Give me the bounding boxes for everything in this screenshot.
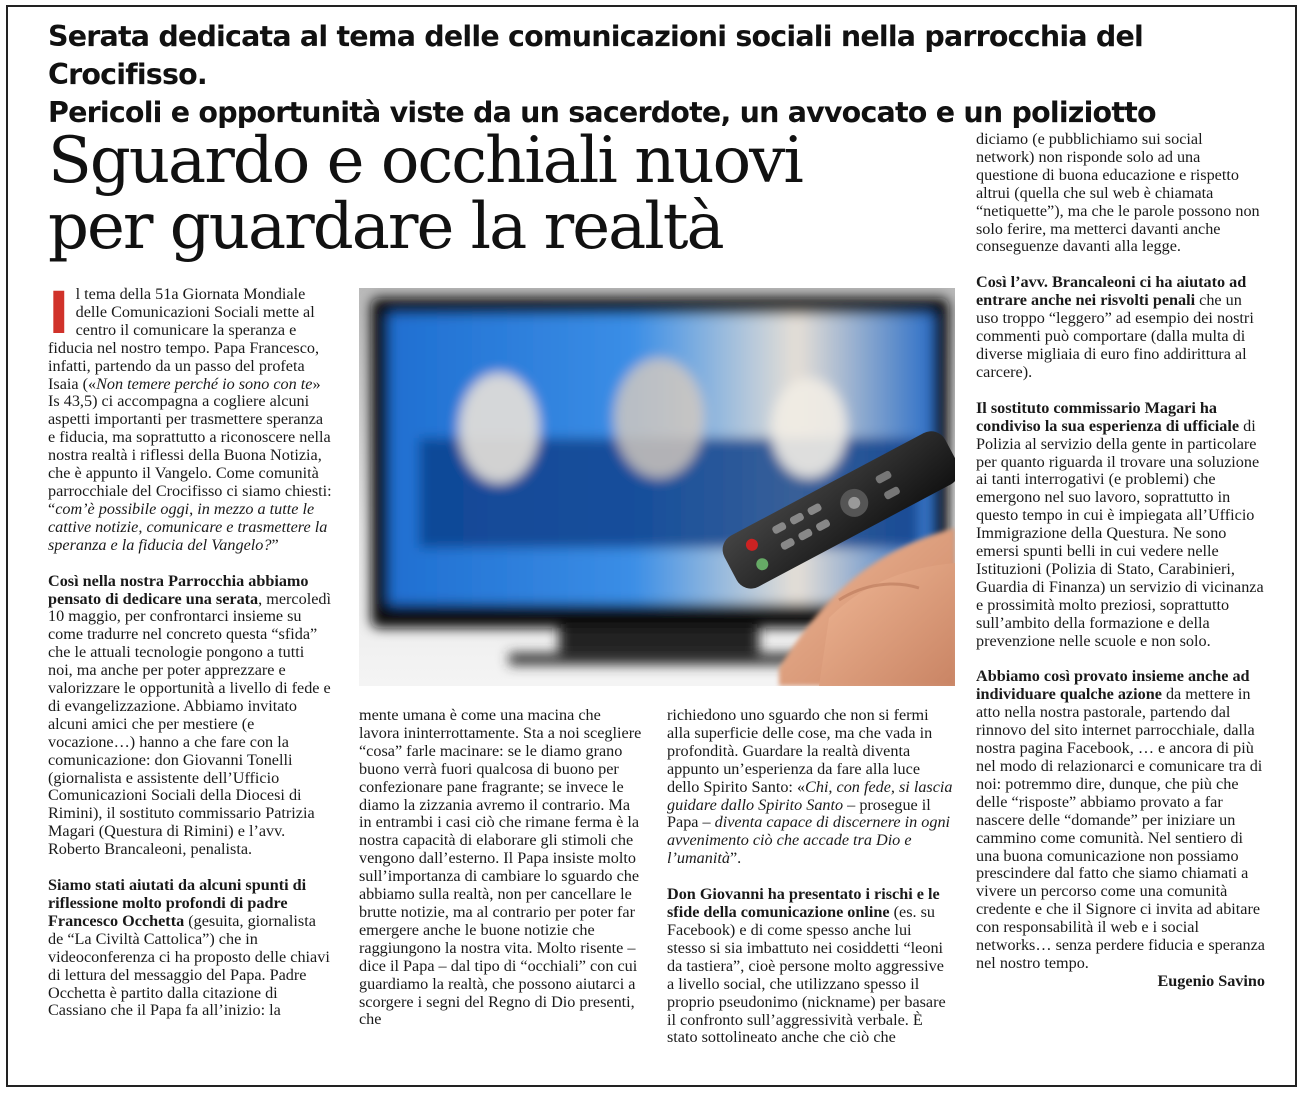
column-3 (667, 707, 953, 1065)
paragraph-magari: Il sostituto commissario Magari ha condiviso la sua esperienza di ufficiale di Polizia al servizio della gente in particolare per quanto riguarda il trovare una soluzione ai tanti interrogativi (e problemi) che emergono nel suo lavoro, soprattutto in questo tempo in cui è impiegata all’Ufficio Immigrazione della Questura. Ne sono emersi spunti belli in cui vedere nelle Istituzioni (Polizia di Stato, Carabinieri, Guardia di Finanza) un servizio di vicinanza e prossimità molto preziosi, soprattutto sull’ambito della formazione e della prevenzione nelle scuole e non solo. (976, 398, 1264, 650)
column-4 (976, 131, 1265, 1009)
isaiah-quote: Non temere perché io sono con te (96, 374, 313, 393)
author-signature: Eugenio Savino (1157, 971, 1265, 990)
column-2 (359, 707, 642, 1047)
tv-remote-photo (359, 288, 955, 686)
pope-quote-1: Chi, con fede, si lascia guidare dallo Spirito Santo (667, 777, 953, 814)
paragraph-actions: Abbiamo così provato insieme anche ad individuare qualche azione da mettere in atto nella nostra pastorale, partendo dal rinnovo del sito internet parrocchiale, dalla nostra pagina Facebook, … e ancora di più nel modo di relazionarci e comunicare tra di noi: potremmo dire, dunque, che più che delle “risposte” abbiamo provato a far nascere delle “domande” per iniziare un cammino come comunità. Nel sentiero di una buona comunicazione non possiamo prescindere dal fatto che siamo chiamati a vivere un percorso come una comunità credente e che il Signore ci invita ad abitare con responsabilità il web e i social networks… senza perdere fiducia e speranza nel nostro tempo. (976, 667, 1265, 972)
paragraph-mind-mill: mente umana è come una macina che lavora ininterrottamente. Sta a noi scegliere “cosa” farle macinare: se le diamo grano buono verrà fuori qualcosa di buono per confezionare pane fragrante; se invece le diamo la zizzania avremo il contrario. Ma in entrambi i casi ciò che rimane ferma è la nostra capacità di elaborare gli stimoli che vengono dall’esterno. Il Papa insiste molto sull’importanza di cambiare lo sguardo che abbiamo sulla realtà, non per cancellare le brutte notizie, ma al contrario per poter far emergere anche le buone notizie che raggiungono la nostra vita. Molto risente – dice il Papa – dal tipo di “occhiali” con cui guardiamo la realtà, che possono aiutarci a scorgere i segni del Regno di Dio presenti, che (359, 706, 642, 1029)
paragraph-occhetta: Siamo stati aiutati da alcuni spunti di riflessione molto profondi di padre Francesco Occhetta (gesuita, giornalista de “La Civiltà Cattolica”) che in videoconferenza ci ha proposto delle chiavi di lettura del messaggio del Papa. Padre Occhetta è partito dalla citazione di Cassiano che il Papa fa all’inizio: la (48, 876, 330, 1020)
paragraph-holy-spirit: richiedono uno sguardo che non si fermi alla superficie delle cose, ma che vada in profondità. Guardare la realtà diventa appunto un’esperienza da fare alla luce dello Spirito Santo: «Chi, con fede, si lascia guidare dallo Spirito Santo – prosegue il Papa – diventa capace di discernere in ogni avvenimento ciò che accade tra Dio e l’umanità”. (667, 706, 953, 868)
paragraph-brancaleoni: Così l’avv. Brancaleoni ci ha aiutato ad entrare anche nei risvolti penali che un uso troppo “leggero” ad esempio dei nostri commenti può comportare (dalla multa di diverse migliaia di euro fino addirittura al carcere). (976, 273, 1254, 381)
kicker (48, 18, 1288, 132)
headline-line-1: Sguardo e occhiali nuovi (48, 124, 802, 198)
paragraph-netiquette: diciamo (e pubblichiamo sui social network) non risponde solo ad una questione di buona educazione e rispetto altrui (quella che sul web è chiamata “netiquette”), ma che le parole possono non solo ferire, ma metterci davanti anche conseguenze davanti alla legge. (976, 130, 1260, 256)
paragraph-don-giovanni: Don Giovanni ha presentato i rischi e le sfide della comunicazione online (es. su Facebook) e di come spesso anche lui stesso si sia imbattuto nei cosiddetti “leoni da tastiera”, cioè persone molto aggressive a livello social, che utilizzano spesso il proprio pseudonimo (nickname) per basare il confronto sull’aggressività verbale. È stato sottolineato anche che ciò che (667, 885, 946, 1047)
kicker-line-2: Pericoli e opportunità viste da un sacerdote, un avvocato e un poliziotto (48, 96, 1156, 129)
paragraph-intro: Il tema della 51a Giornata Mondiale delle Comunicazioni Sociali mette al centro il comunicare la speranza e fiducia nel nostro tempo. Papa Francesco, infatti, partendo da un passo del profeta Isaia («Non temere perché io sono con te» Is 43,5) ci accompagna a cogliere alcuni aspetti importanti per trasmettere speranza e fiducia, ma soprattutto a riconoscere nella nostra realtà i riflessi della Buona Notizia, che è appunto il Vangelo. Come comunità parrocchiale del Crocifisso ci siamo chiesti: “com’è possibile oggi, in mezzo a tutte le cattive notizie, comunicare e trasmettere la speranza e la fiducia del Vangelo?” (48, 279, 332, 554)
parish-question: com’è possibile oggi, in mezzo a tutte le cattive notizie, comunicare e trasmettere la speranza e la fiducia del Vangelo? (48, 499, 328, 554)
headline-line-2: per guardare la realtà (48, 190, 723, 264)
kicker-line-1: Serata dedicata al tema delle comunicazioni sociali nella parrocchia del Crocifisso. (48, 20, 1143, 91)
pope-quote-2: diventa capace di discernere in ogni avvenimento ciò che accade tra Dio e l’umanità (667, 813, 951, 868)
tv-remote-illustration (359, 288, 955, 686)
drop-cap: I (48, 279, 70, 347)
headline (48, 124, 948, 264)
column-1 (48, 279, 332, 1038)
paragraph-evening: Così nella nostra Parrocchia abbiamo pensato di dedicare una serata, mercoledì 10 maggio, per confrontarci insieme su come tradurre nel concreto questa “sfida” che le attuali tecnologie pongono a tutti noi, ma anche per poter apprezzare e valorizzare le opportunità a livello di fede e di evangelizzazione. Abbiamo invitato alcuni amici che per mestiere (e vocazione…) hanno a che fare con la comunicazione: don Giovanni Tonelli (giornalista e assistente dell’Ufficio Comunicazioni Sociali della Diocesi di Rimini), il sostituto commissario Patrizia Magari (Questura di Rimini) e l’avv. Roberto Brancaleoni, penalista. (48, 571, 331, 859)
